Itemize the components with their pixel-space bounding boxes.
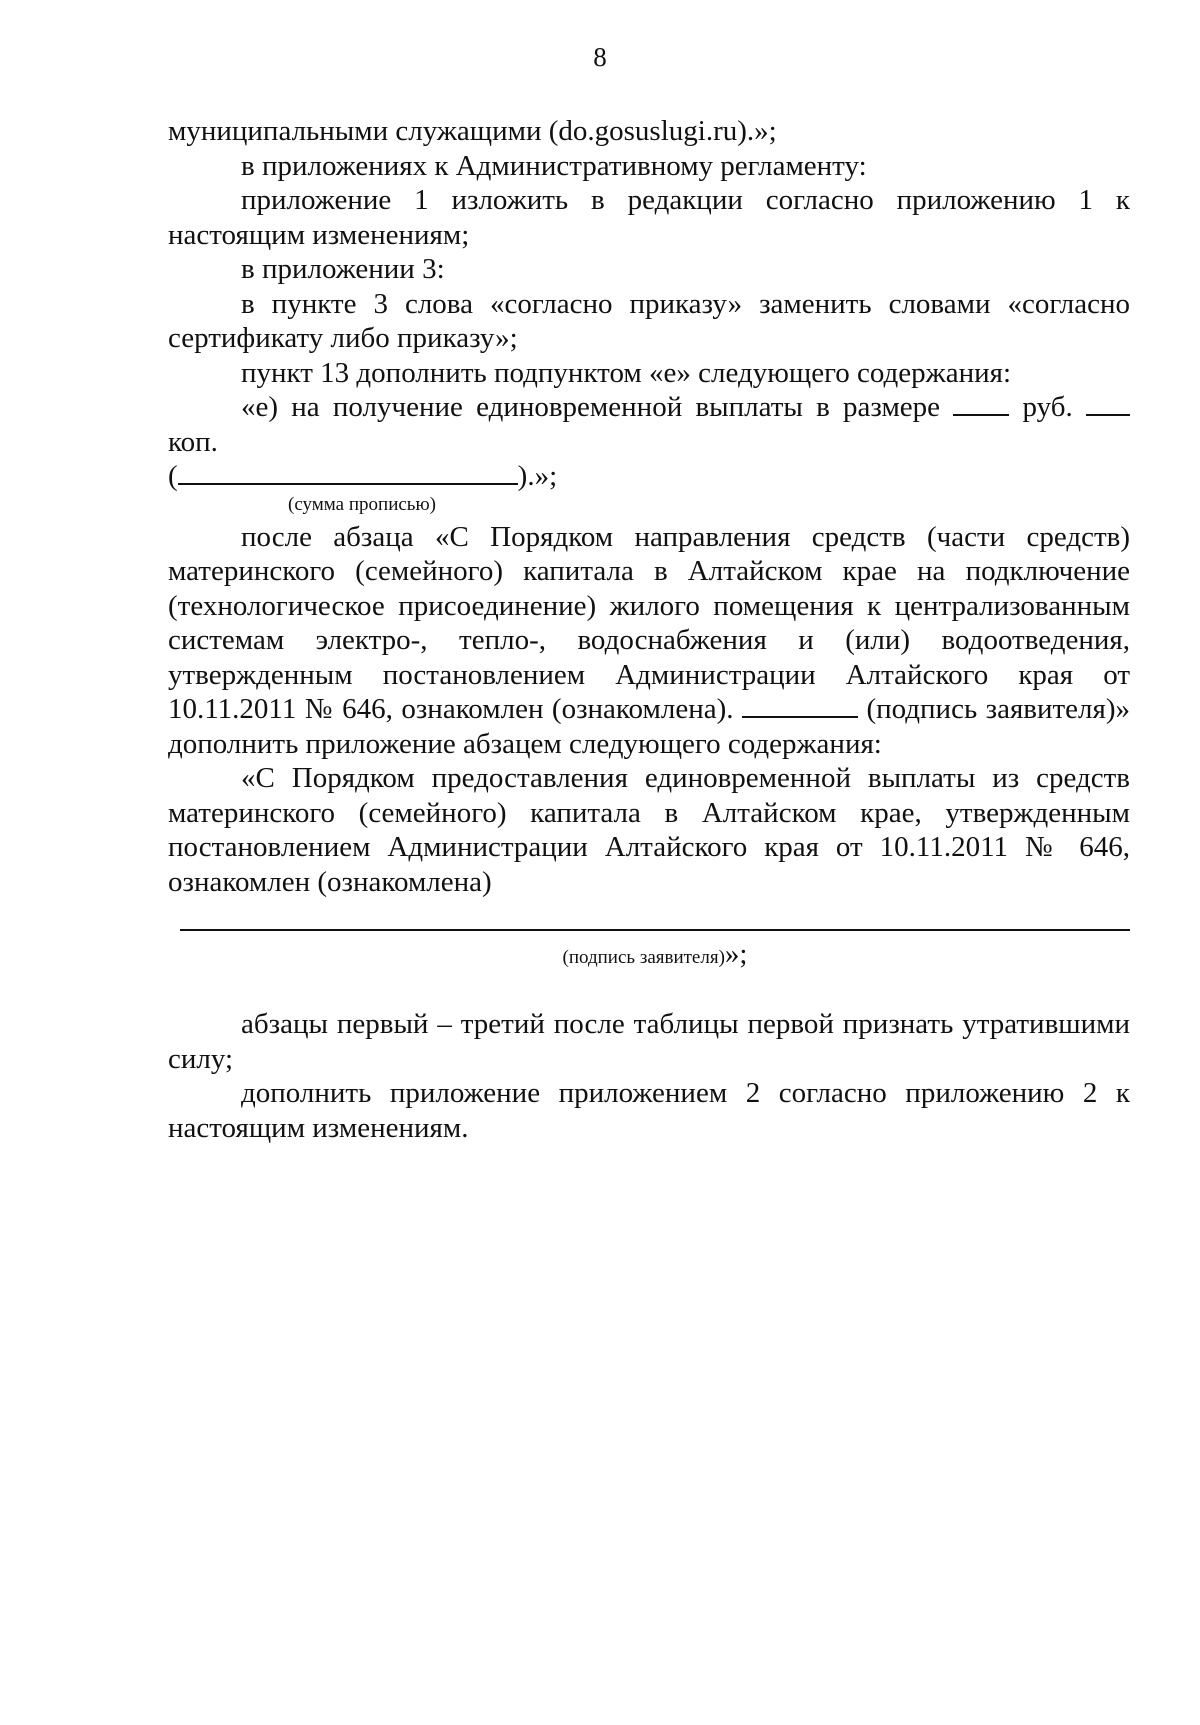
page-number: 8 (593, 42, 607, 72)
paragraph-3: приложение 1 изложить в редакции согласно приложению 1 к настоящим изменениям; (168, 184, 1130, 251)
paragraph-9 (168, 520, 1130, 762)
rub-blank (953, 413, 1009, 416)
paragraph-2: в приложениях к Административному регламенту: (241, 149, 867, 182)
paragraph-4: в приложении 3: (241, 253, 445, 285)
paragraph-5: в пункте 3 слова «согласно приказу» заменить словами «согласно сертификату либо приказу»; (168, 287, 1130, 354)
paragraph-6: пункт 13 дополнить подпунктом «е» следующего содержания: (241, 356, 1012, 389)
paragraph-8 (168, 459, 1130, 494)
spacer (168, 971, 1130, 1007)
paragraph-9-text-b: (подпись заявителя)» дополнить приложение абзацем следующего содержания: (168, 693, 1131, 760)
open-paren: ( (168, 460, 178, 492)
caption-signature (180, 938, 1130, 971)
paragraph-9-text-a: после абзаца «С Порядком направления средств (части средств) материнского (семейного) капитала в Алтайском крае на подключение (технологическое присоединение) жилого помещения к централизованным системам электро-, тепло-, водоснабжения и (или) водоотведения, утвержденным постановлением Администрации Алтайского края от 10.11.2011 № 646, ознакомлен (ознакомлена). (168, 520, 1130, 725)
caption-signature-text: (подпись заявителя) (562, 947, 725, 968)
payment-text: «е) на получение единовременной выплаты в размере (241, 391, 941, 423)
document-body (168, 114, 1130, 1145)
paragraph-1: муниципальными служащими (do.gosuslugi.ru).»; (168, 115, 777, 147)
kop-label: коп. (168, 425, 218, 458)
paragraph-7 (168, 390, 1130, 459)
sum-blank (178, 482, 518, 485)
paragraph-11: абзацы первый – третий после таблицы первой признать утратившими силу; (168, 1008, 1130, 1075)
caption-signature-tail: »; (724, 938, 748, 970)
caption-sum-in-words: (сумма прописью) (288, 493, 436, 515)
rub-label: руб. (1022, 391, 1073, 423)
signature-blank (742, 715, 858, 718)
paragraph-10: «С Порядком предоставления единовременной выплаты из средств материнского (семейного) капитала в Алтайском крае, утвержденным постановлением Администрации Алтайского края от 10.11.2011 № 646, ознакомлен (ознакомлена) (168, 762, 1130, 898)
signature-line (180, 929, 1130, 931)
close-quote: ).»; (517, 460, 558, 492)
paragraph-12: дополнить приложение приложением 2 согласно приложению 2 к настоящим изменениям. (168, 1077, 1130, 1144)
kop-blank (1086, 413, 1130, 416)
